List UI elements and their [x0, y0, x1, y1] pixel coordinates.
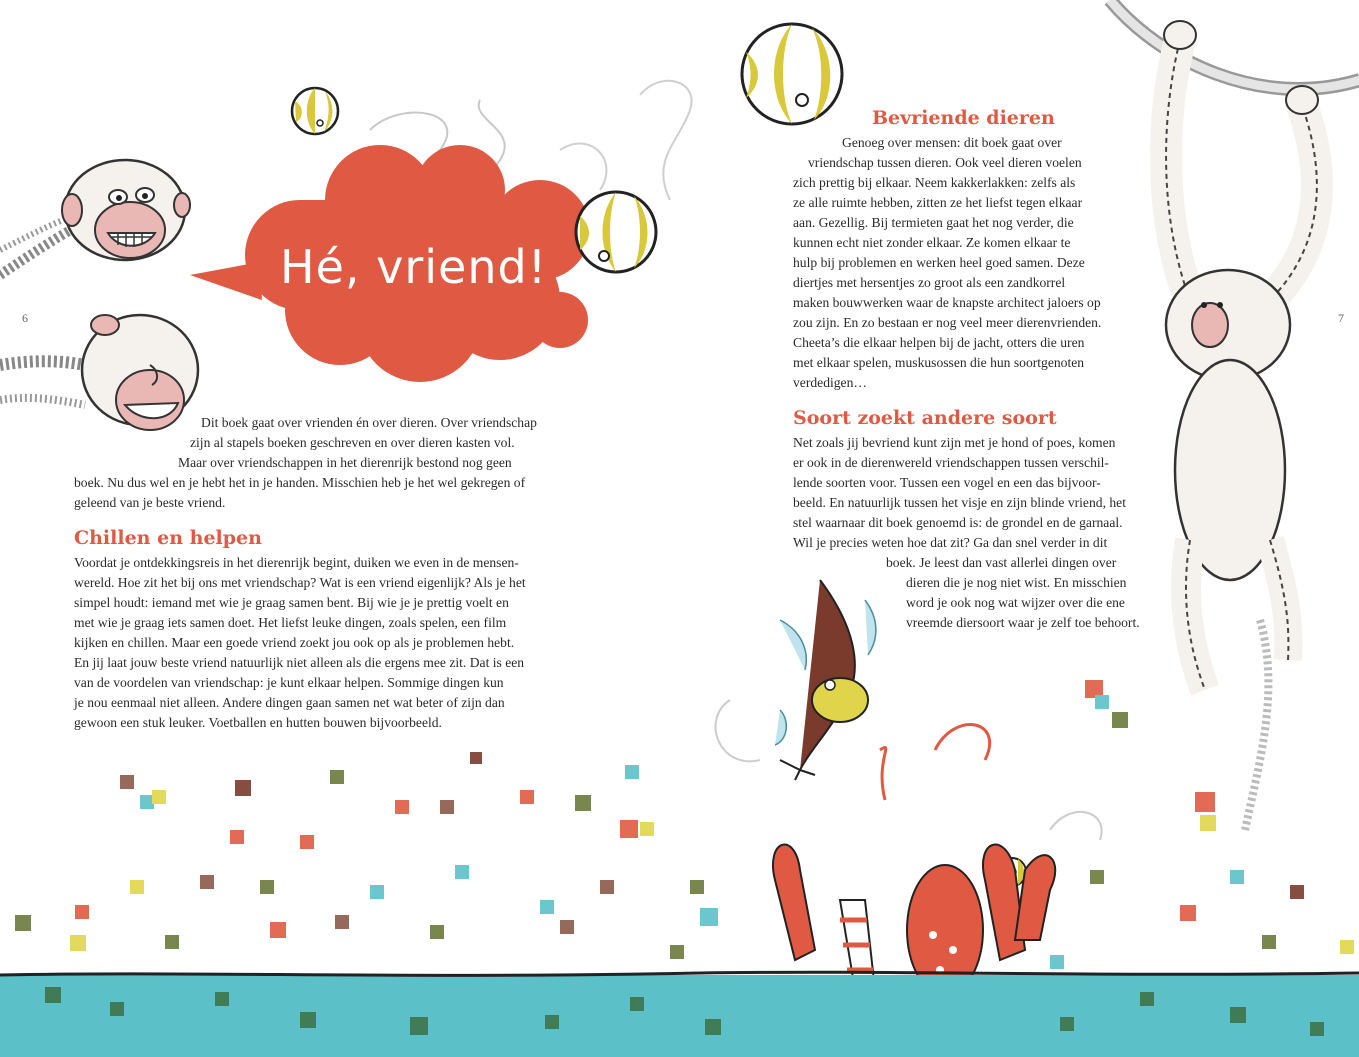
text-line: En jij laat jouw beste vriend natuurlijk niet alleen als die ergens mee zit. Dat is een: [74, 655, 525, 670]
text-line: aan. Gezellig. Bij termieten gaat het nog verder, die: [793, 215, 1074, 230]
text-line: zich prettig bij elkaar. Neem kakkerlakken: zelfs als: [793, 175, 1076, 190]
text-line: stel waarnaar dit boek genoemd is: de grondel en de garnaal.: [793, 515, 1123, 530]
text-line: maken bouwwerken waar de knapste architect jaloers op: [793, 295, 1101, 310]
text-line: Maar over vriendschappen in het dierenrijk bestond nog geen: [178, 455, 512, 470]
text-line: Voordat je ontdekkingsreis in het dierenrijk begint, duiken we even in de mensen-: [74, 555, 519, 570]
text-line: van de voordelen van vriendschap: je kunt elkaar helpen. Sommige dingen kun: [74, 675, 504, 690]
text-line: vriendschap tussen dieren. Ook veel dieren voelen: [808, 155, 1082, 170]
text-line: boek. Je leest dan vast allerlei dingen over: [886, 555, 1117, 570]
text-line: Dit boek gaat over vrienden én over dieren. Over vriendschap: [201, 415, 537, 430]
page-number-right: 7: [1338, 311, 1344, 325]
text-line: met wie je graag iets samen doet. Het liefst leuke dingen, zoals spelen, een film: [74, 615, 507, 630]
text-line: er ook in de dierenwereld vriendschappen tussen verschil-: [793, 455, 1109, 470]
text-line: diertjes met hersentjes zo groot als een zandkorrel: [793, 275, 1066, 290]
section-heading-soort: Soort zoekt andere soort: [793, 407, 1057, 429]
text-line: word je ook nog wat wijzer over die ene: [906, 595, 1125, 610]
text-line: gewoon een stuk leuker. Voetballen en hutten bouwen bijvoorbeeld.: [74, 715, 442, 730]
text-line: simpel houdt: iemand met wie je graag samen bent. Bij wie je je prettig voelt en: [74, 595, 509, 610]
text-line: kijken en chillen. Maar een goede vriend zoekt jou ook op als je problemen hebt.: [74, 635, 515, 650]
text-line: vreemde diersoort waar je zelf toe behoort.: [906, 615, 1140, 630]
text-line: zijn al stapels boeken geschreven en over dieren kasten vol.: [190, 435, 515, 450]
text-line: beeld. En natuurlijk tussen het visje en zijn blinde vriend, het: [793, 495, 1126, 510]
text-line: hulp bij problemen en werken heel goed samen. Deze: [793, 255, 1085, 270]
text-line: boek. Nu dus wel en je hebt het in je handen. Misschien heb je het wel gekregen of: [74, 475, 526, 490]
text-line: verdedigen…: [793, 375, 867, 390]
text-line: Cheeta’s die elkaar helpen bij de jacht, otters die uren: [793, 335, 1085, 350]
text-line: Genoeg over mensen: dit boek gaat over: [842, 135, 1062, 150]
text-line: wereld. Hoe zit het bij ons met vriendschap? Wat is een vriend eigenlijk? Als je het: [74, 575, 526, 590]
text-line: zou zijn. En zo bestaan er nog veel meer dierenvrienden.: [793, 315, 1102, 330]
text-line: geleend van je beste vriend.: [74, 495, 226, 510]
text-line: Wil je precies weten hoe dat zit? Ga dan snel verder in dit: [793, 535, 1108, 550]
page-number-left: 6: [22, 311, 28, 325]
water-band: [0, 967, 1359, 1057]
text-line: dieren die je nog niet wist. En misschien: [906, 575, 1127, 590]
text-line: ze alle ruimte hebben, zitten ze het liefst tegen elkaar: [793, 195, 1083, 210]
text-line: kunnen echt niet zonder elkaar. Ze komen elkaar te: [793, 235, 1071, 250]
section-heading-bevriende: Bevriende dieren: [872, 107, 1055, 129]
text-line: met elkaar spelen, muskusossen die hun soortgenoten: [793, 355, 1085, 370]
text-line: Net zoals jij bevriend kunt zijn met je hond of poes, komen: [793, 435, 1116, 450]
section-heading-chillen: Chillen en helpen: [74, 527, 262, 549]
text-line: je nou eenmaal niet alleen. Andere dingen gaan samen net wat beter of zijn dan: [74, 695, 505, 710]
page-title: Hé, vriend!: [280, 240, 548, 294]
text-line: lende soorten voor. Tussen een vogel en een das bijvoor-: [793, 475, 1101, 490]
